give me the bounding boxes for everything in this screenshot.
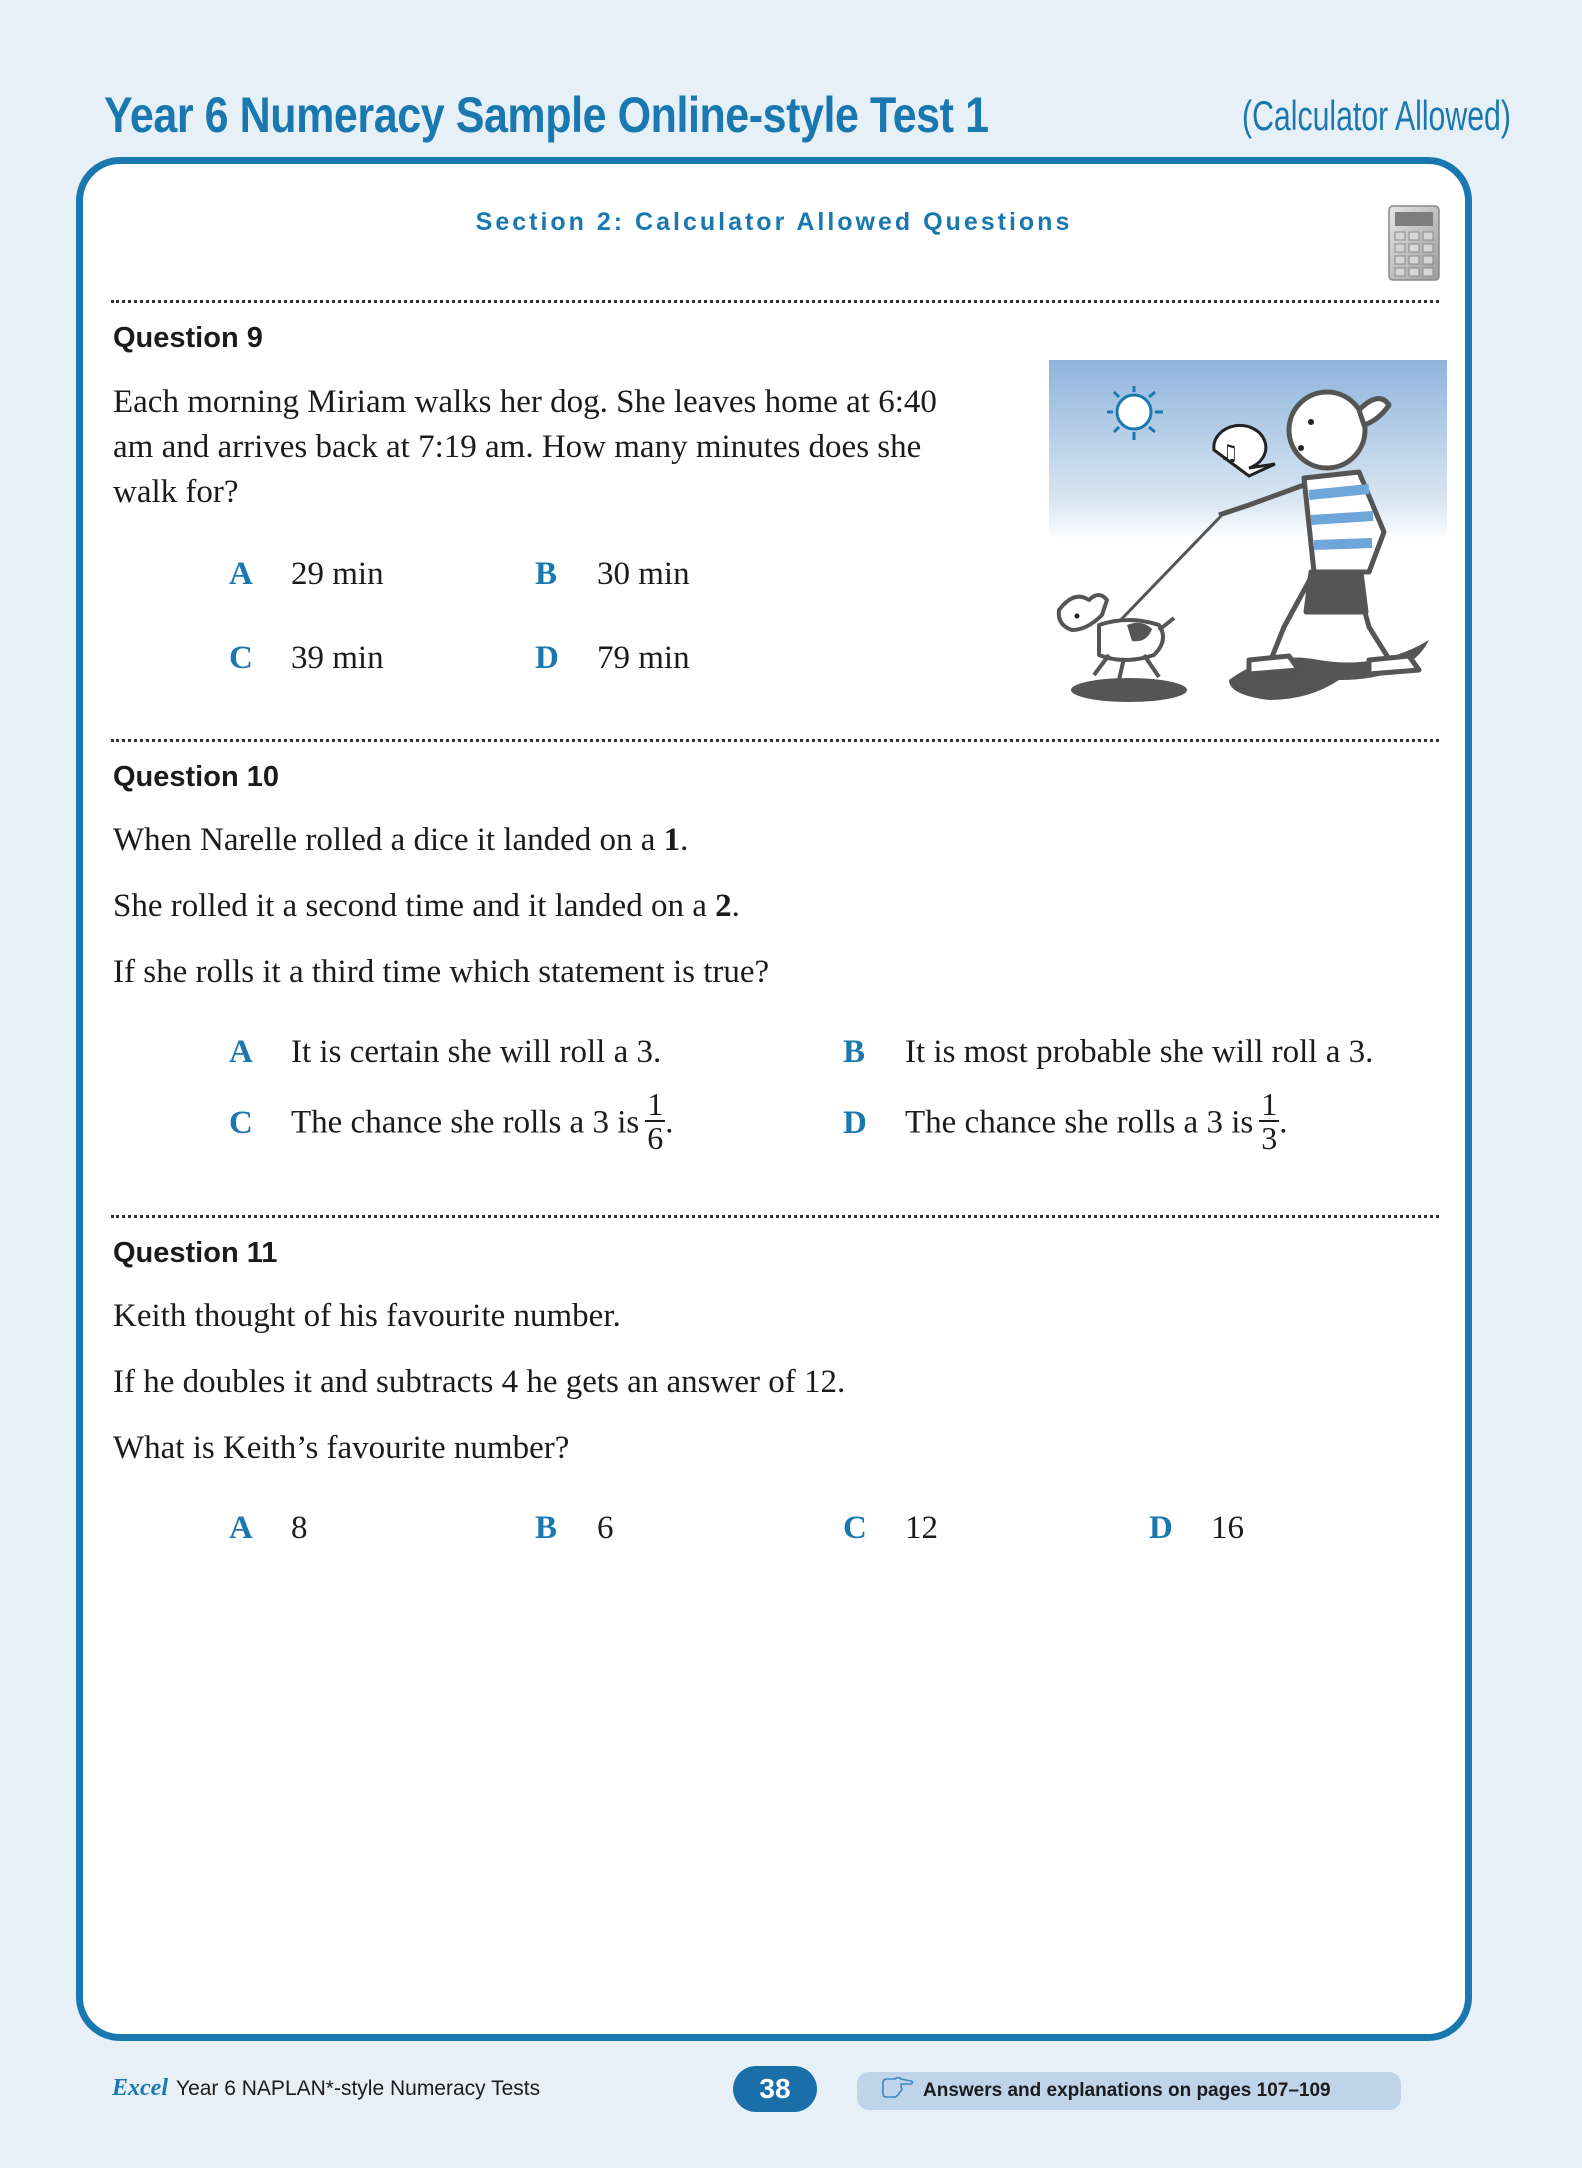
option-text: 29 min <box>291 556 384 592</box>
section-title: Section 2: Calculator Allowed Questions <box>475 208 1073 236</box>
calculator-icon <box>1387 204 1441 282</box>
option-text: 30 min <box>597 556 690 592</box>
option-text: 6 <box>597 1510 614 1546</box>
text: . <box>731 888 740 924</box>
question-9-option-d[interactable] <box>535 640 690 677</box>
option-letter: C <box>843 1510 867 1546</box>
option-letter: B <box>535 556 558 592</box>
question-11-option-c[interactable] <box>843 1510 938 1547</box>
option-letter: A <box>229 556 253 592</box>
question-11-option-a[interactable] <box>229 1510 308 1547</box>
option-text: 12 <box>905 1510 938 1546</box>
option-letter: C <box>229 640 253 676</box>
question-11-option-d[interactable] <box>1149 1510 1244 1547</box>
question-9-option-a[interactable] <box>229 556 384 593</box>
question-9-text: Each morning Miriam walks her dog. She leaves home at 6:40 am and arrives back at 7:19 am. How many minutes does she walk for? <box>113 384 937 510</box>
question-11-option-b[interactable] <box>535 1510 614 1547</box>
fraction-one-sixth <box>645 1088 665 1154</box>
option-text: 16 <box>1211 1510 1244 1546</box>
bold-number: 1 <box>663 822 681 858</box>
question-11-line-2: If he doubles it and subtracts 4 he gets an answer of 12. <box>113 1364 846 1400</box>
option-letter: C <box>229 1104 253 1141</box>
text: When Narelle rolled a dice it landed on a <box>113 822 664 858</box>
period: . <box>665 1104 674 1141</box>
page-title <box>104 86 1511 144</box>
footer-brand <box>112 2075 540 2102</box>
option-letter: B <box>535 1510 558 1546</box>
question-10-heading: Question 10 <box>113 761 279 793</box>
option-letter: D <box>1149 1510 1173 1546</box>
numerator: 1 <box>647 1086 664 1122</box>
option-text: It is most probable she will roll a 3. <box>905 1034 1374 1070</box>
question-11-heading: Question 11 <box>113 1237 278 1269</box>
question-10-line-2 <box>113 884 740 929</box>
option-text: 39 min <box>291 640 384 676</box>
option-text: 8 <box>291 1510 308 1546</box>
divider <box>111 1215 1439 1218</box>
page-title-main: Year 6 Numeracy Sample Online-style Test 1 <box>104 87 989 143</box>
question-10-option-a[interactable] <box>229 1034 661 1071</box>
option-text: It is certain she will roll a 3. <box>291 1034 662 1070</box>
text: . <box>680 822 689 858</box>
brand-logo: Excel <box>112 2075 168 2101</box>
bold-number: 2 <box>715 888 732 924</box>
question-10-option-b[interactable] <box>843 1034 1373 1071</box>
option-text: The chance she rolls a 3 is <box>291 1104 640 1141</box>
period: . <box>1279 1104 1288 1141</box>
option-letter: A <box>229 1034 253 1070</box>
answers-reference[interactable] <box>857 2072 1401 2110</box>
question-11-line-1: Keith thought of his favourite number. <box>113 1298 621 1334</box>
question-10-line-3: If she rolls it a third time which statement is true? <box>113 954 770 990</box>
option-letter: D <box>535 640 559 676</box>
book-title: Year 6 NAPLAN*-style Numeracy Tests <box>175 2077 541 2100</box>
question-10-option-c[interactable] <box>229 1086 674 1158</box>
numerator: 1 <box>1261 1086 1278 1122</box>
pointing-hand-icon <box>881 2077 915 2101</box>
fraction-one-third <box>1259 1088 1279 1154</box>
page-number: 38 <box>733 2066 817 2112</box>
question-9-option-b[interactable] <box>535 556 690 593</box>
denominator: 3 <box>1261 1120 1278 1156</box>
question-9-option-c[interactable] <box>229 640 384 677</box>
question-10-option-d[interactable] <box>843 1086 1288 1158</box>
option-letter: D <box>843 1104 867 1141</box>
option-letter: B <box>843 1034 866 1070</box>
girl-walking-dog-illustration <box>1049 360 1447 720</box>
divider <box>111 739 1439 742</box>
option-letter: A <box>229 1510 253 1546</box>
question-card <box>76 157 1472 2041</box>
page-title-sub: (Calculator Allowed) <box>1242 92 1511 139</box>
option-text: The chance she rolls a 3 is <box>905 1104 1254 1141</box>
svg-text:♫: ♫ <box>1219 441 1239 466</box>
question-11-line-3: What is Keith’s favourite number? <box>113 1430 570 1466</box>
denominator: 6 <box>647 1120 664 1156</box>
option-text: 79 min <box>597 640 690 676</box>
question-10-line-1 <box>113 818 688 863</box>
answers-note: Answers and explanations on pages 107–109 <box>923 2080 1331 2101</box>
divider <box>111 300 1439 303</box>
question-9-heading: Question 9 <box>113 322 263 354</box>
text: She rolled it a second time and it landed on a <box>113 888 716 924</box>
